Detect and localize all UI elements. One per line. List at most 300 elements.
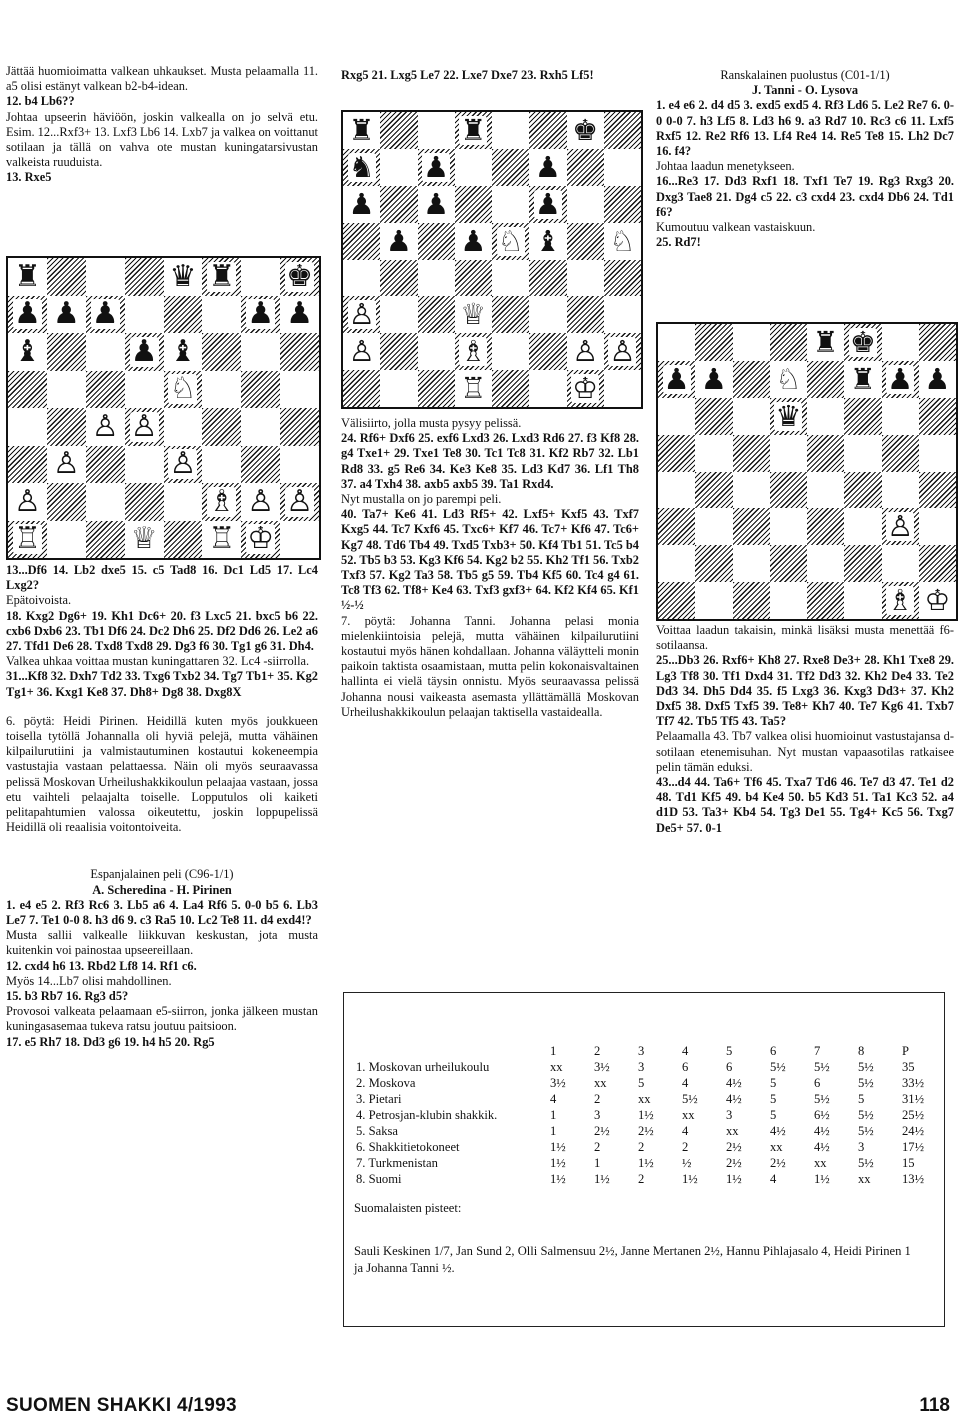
paragraph: 1. e4 e5 2. Rf3 Rc6 3. Lb5 a6 4. La4 Rf6 5. 0-0 b5 6. Lb3 Le7 7. Te1 0-0 8. h3 d6 9. c3 Ra5 10. Lc2 Te8 11. d4 exd4!? xyxy=(6,897,318,928)
board-square xyxy=(695,508,732,545)
board-square xyxy=(47,446,86,484)
score-cell: 2½ xyxy=(726,1155,742,1170)
board-square xyxy=(280,521,319,559)
board-square xyxy=(418,112,455,149)
board-square xyxy=(658,508,695,545)
board-square xyxy=(770,398,807,435)
score-cell: 5½ xyxy=(814,1091,830,1106)
board-square xyxy=(695,472,732,509)
score-cell: 15 xyxy=(902,1155,915,1170)
black-rook-icon: ♜ xyxy=(13,258,41,294)
white-knight-icon: ♘ xyxy=(497,223,524,258)
col3-game xyxy=(656,98,954,250)
board-square xyxy=(733,398,770,435)
board-square xyxy=(844,398,881,435)
board-square xyxy=(529,186,566,223)
paragraph: Pelaamalla 43. Tb7 valkea olisi huomioinut vastustajansa d-sotilaan etenemisuhan. Nyt mustan vapaasotilas ratkaisee pelin tämän eduksi. xyxy=(656,729,954,774)
paragraph: 13...Df6 14. Lb2 dxe5 15. c5 Tad8 16. Dc1 Ld5 17. Lc4 Lxg2? xyxy=(6,563,318,593)
board-square xyxy=(8,333,47,371)
black-queen-icon: ♛ xyxy=(775,398,802,433)
board-square xyxy=(455,149,492,186)
score-cell: 1½ xyxy=(638,1155,654,1170)
board-square xyxy=(164,408,203,446)
black-bishop-icon: ♝ xyxy=(169,333,197,369)
board-square xyxy=(604,112,641,149)
white-rook-icon: ♖ xyxy=(208,521,236,557)
board-square xyxy=(733,545,770,582)
paragraph: Myös 14...Lb7 olisi mahdollinen. xyxy=(6,973,172,988)
table-row xyxy=(354,1171,944,1187)
standings-header xyxy=(354,1043,944,1059)
score-cell: 6 xyxy=(682,1059,689,1074)
score-cell: xx xyxy=(638,1091,651,1106)
white-pawn-icon: ♙ xyxy=(609,334,636,369)
column-3 xyxy=(656,68,954,250)
score-cell: xx xyxy=(550,1059,563,1074)
column-2 xyxy=(341,68,639,83)
board-square xyxy=(86,521,125,559)
board-square xyxy=(844,361,881,398)
board-square xyxy=(695,398,732,435)
board-square xyxy=(86,371,125,409)
standings-box xyxy=(343,992,945,1327)
white-pawn-icon: ♙ xyxy=(130,408,158,444)
white-king-icon: ♔ xyxy=(247,521,275,557)
board-square xyxy=(882,398,919,435)
black-bishop-icon: ♝ xyxy=(534,223,561,258)
white-queen-icon: ♕ xyxy=(460,297,487,332)
board-square xyxy=(241,446,280,484)
board-square xyxy=(47,333,86,371)
paragraph: 43...d4 44. Ta6+ Tf6 45. Txa7 Td6 46. Te7 d3 47. Te1 d2 48. Td1 Kf5 49. b4 Ke4 50. b5 Kd3 51. Ta1 Kc3 52. a4 d1D 53. Ta3+ Kb4 54. Tg3 De1 55. Tg4+ Kc5 56. Txg7 De5+ 57. 0-1 xyxy=(656,775,954,835)
board-square xyxy=(47,483,86,521)
standings-column-header: 8 xyxy=(858,1043,865,1058)
board-square xyxy=(280,483,319,521)
white-pawn-icon: ♙ xyxy=(169,446,197,482)
score-cell: 4 xyxy=(550,1091,557,1106)
board-square xyxy=(241,333,280,371)
score-cell: 25½ xyxy=(902,1107,925,1122)
paragraph: 6. pöytä: Heidi Pirinen. Heidillä kuten myös joukkueen toisella tytöllä Johannalla oli hyviä pelejä, mutta vähäinen kilpailurutiini ja valmistautuminen kostautui kokeneempia vastustajia vastaan pelattaessa. Näin oli myös seuraavassa pelissä Moskovan Urheilushakkikoulun pelaajaa vastaan, jossa etu vaihteli pelaajalta toiselle. Lopputulos oli kaiketi pelitapahtumien valossa oikeutettu, joskin loppupelissä Heidillä oli reaalisia voitontoiveita. xyxy=(6,713,318,835)
board-square xyxy=(733,435,770,472)
score-cell: xx xyxy=(682,1107,695,1122)
paragraph: 31...Kf8 32. Dxh7 Td2 33. Txg6 Txb2 34. Tg7 Tb1+ 35. Kg2 Tg1+ 36. Kxg1 Ke8 37. Dh8+ Dg8 38. Dxg8X xyxy=(6,669,318,699)
score-cell: xx xyxy=(858,1171,871,1186)
board-square xyxy=(770,582,807,619)
score-cell: 1 xyxy=(550,1123,557,1138)
score-cell: 2 xyxy=(682,1139,689,1154)
score-cell: 3½ xyxy=(550,1075,566,1090)
score-cell: 1½ xyxy=(726,1171,742,1186)
board-square xyxy=(492,296,529,333)
score-cell: 3 xyxy=(594,1107,601,1122)
column-1 xyxy=(6,64,318,186)
table-row xyxy=(354,1075,944,1091)
board-square xyxy=(492,186,529,223)
score-cell: 2 xyxy=(638,1171,645,1186)
board-square xyxy=(86,446,125,484)
board-square xyxy=(455,260,492,297)
board-square xyxy=(8,258,47,296)
black-pawn-icon: ♟ xyxy=(348,186,375,221)
finns-title: Suomalaisten pisteet: xyxy=(354,1201,462,1215)
black-rook-icon: ♜ xyxy=(849,361,876,396)
white-pawn-icon: ♙ xyxy=(348,297,375,332)
score-cell: 1½ xyxy=(550,1139,566,1154)
board-square xyxy=(733,361,770,398)
board-square xyxy=(844,582,881,619)
board-square xyxy=(86,296,125,334)
board-square xyxy=(455,296,492,333)
score-cell: 6 xyxy=(726,1059,733,1074)
board-square xyxy=(418,370,455,407)
board-square xyxy=(733,508,770,545)
score-cell: 1½ xyxy=(682,1171,698,1186)
game-players-3: J. Tanni - O. Lysova xyxy=(751,83,859,98)
paragraph: Jättää huomioimatta valkean uhkaukset. Musta pelaamalla 11. a5 olisi estänyt valkean b2-b4-idean. xyxy=(6,64,318,94)
score-cell: 5 xyxy=(638,1075,645,1090)
score-cell: 4½ xyxy=(814,1139,830,1154)
board-square xyxy=(807,324,844,361)
board-square xyxy=(125,521,164,559)
black-knight-icon: ♞ xyxy=(348,149,375,184)
standings-column-header: 3 xyxy=(638,1043,645,1058)
column-3-lower xyxy=(656,623,954,836)
white-pawn-icon: ♙ xyxy=(13,483,41,519)
board-square xyxy=(844,508,881,545)
board-square xyxy=(529,260,566,297)
board-square xyxy=(380,112,417,149)
table-row xyxy=(354,1155,944,1171)
board-square xyxy=(695,324,732,361)
board-square xyxy=(807,361,844,398)
paragraph: Provosoi valkeata pelaamaan e5-siirron, jonka jälkeen mustan kuningasasemaa tukeva ratsu joutuu paitsioon. xyxy=(6,1004,318,1034)
board-square xyxy=(658,582,695,619)
black-pawn-icon: ♟ xyxy=(887,361,914,396)
score-cell: 5 xyxy=(770,1075,777,1090)
board-square xyxy=(47,408,86,446)
board-square xyxy=(919,324,956,361)
board-square xyxy=(8,483,47,521)
paragraph: 12. cxd4 h6 13. Rbd2 Lf8 14. Rf1 c6. xyxy=(6,958,197,973)
board-square xyxy=(492,149,529,186)
board-square xyxy=(529,333,566,370)
black-rook-icon: ♜ xyxy=(208,258,236,294)
finns-scores: Sauli Keskinen 1/7, Jan Sund 2, Olli Salmensuu 2½, Janne Mertanen 2½, Hannu Pihlajasalo 4, Heidi Pirinen 1 ja Johanna Tanni ½. xyxy=(354,1244,911,1275)
white-bishop-icon: ♗ xyxy=(208,483,236,519)
board-square xyxy=(241,483,280,521)
score-cell: 2 xyxy=(638,1139,645,1154)
board-square xyxy=(418,333,455,370)
board-square xyxy=(658,398,695,435)
paragraph: 17. e5 Rh7 18. Dd3 g6 19. h4 h5 20. Rg5 xyxy=(6,1034,215,1049)
board-square xyxy=(47,296,86,334)
white-queen-icon: ♕ xyxy=(130,521,158,557)
board-square xyxy=(125,408,164,446)
board-square xyxy=(47,371,86,409)
board-square xyxy=(202,408,241,446)
board-square xyxy=(529,370,566,407)
board-square xyxy=(770,472,807,509)
white-knight-icon: ♘ xyxy=(775,361,802,396)
board-square xyxy=(567,112,604,149)
board-square xyxy=(604,333,641,370)
paragraph: 25...Db3 26. Rxf6+ Kh8 27. Rxe8 De3+ 28. Kh1 Txe8 29. Lg3 Tf8 30. Tf1 Dxd4 31. Tf2 Dd3 32. Kh2 De4 33. Te2 Dd3 34. Dh5 Dd4 35. f5 Lxg3 36. Kxg3 Dd3+ 37. Kh2 Dxf5 38. Dxf5 Txf5 39. Te8+ Kh7 40. Te7 Kg6 41. Txb7 Tf7 42. Tb5 Tf5 43. Ta5? xyxy=(656,653,954,729)
board-square xyxy=(807,435,844,472)
footer-page-number: 118 xyxy=(919,1395,950,1416)
board-square xyxy=(164,296,203,334)
board-square xyxy=(380,296,417,333)
score-cell: 3 xyxy=(726,1107,733,1122)
white-pawn-icon: ♙ xyxy=(286,483,314,519)
board-square xyxy=(844,435,881,472)
paragraph: 15. b3 Rb7 16. Rg3 d5? xyxy=(6,989,129,1004)
score-cell: 1½ xyxy=(550,1171,566,1186)
team-name: 8. Suomi xyxy=(356,1171,402,1186)
board-square xyxy=(807,398,844,435)
score-cell: 1 xyxy=(550,1107,557,1122)
chess-diagram-1 xyxy=(6,256,321,560)
standings-column-header: 5 xyxy=(726,1043,733,1058)
board-square xyxy=(343,186,380,223)
board-square xyxy=(8,296,47,334)
board-square xyxy=(770,435,807,472)
score-cell: 5 xyxy=(770,1107,777,1122)
black-pawn-icon: ♟ xyxy=(423,186,450,221)
board-square xyxy=(695,435,732,472)
board-square xyxy=(280,371,319,409)
paragraph: 25. Rd7! xyxy=(656,235,701,250)
score-cell: 4½ xyxy=(814,1123,830,1138)
column-1-lower xyxy=(6,563,318,1050)
board-square xyxy=(125,446,164,484)
board-square xyxy=(733,472,770,509)
paragraph: 12. b4 Lb6?? xyxy=(6,94,75,109)
board-square xyxy=(343,296,380,333)
board-square xyxy=(8,371,47,409)
white-bishop-icon: ♗ xyxy=(887,583,914,618)
black-pawn-icon: ♟ xyxy=(91,296,119,332)
board-square xyxy=(844,324,881,361)
board-square xyxy=(343,370,380,407)
board-square xyxy=(47,521,86,559)
board-square xyxy=(882,508,919,545)
board-square xyxy=(770,324,807,361)
board-square xyxy=(919,545,956,582)
board-square xyxy=(343,333,380,370)
black-pawn-icon: ♟ xyxy=(286,296,314,332)
board-square xyxy=(418,149,455,186)
board-square xyxy=(529,149,566,186)
team-name: 1. Moskovan urheilukoulu xyxy=(356,1059,490,1074)
board-square xyxy=(343,260,380,297)
board-square xyxy=(658,435,695,472)
score-cell: 3 xyxy=(858,1139,865,1154)
score-cell: 4½ xyxy=(726,1091,742,1106)
table-row xyxy=(354,1107,944,1123)
score-cell: 4 xyxy=(682,1123,689,1138)
game-players-1: A. Scheredina - H. Pirinen xyxy=(92,882,232,897)
board-square xyxy=(807,472,844,509)
board-square xyxy=(125,296,164,334)
board-square xyxy=(8,446,47,484)
board-square xyxy=(202,521,241,559)
board-square xyxy=(919,582,956,619)
board-square xyxy=(380,370,417,407)
board-square xyxy=(604,296,641,333)
standings-column-header: 7 xyxy=(814,1043,821,1058)
paragraph: Kumoutuu valkean vastaiskuun. xyxy=(656,220,816,235)
team-name: 2. Moskova xyxy=(356,1075,416,1090)
board-square xyxy=(882,435,919,472)
white-pawn-icon: ♙ xyxy=(348,334,375,369)
team-name: 5. Saksa xyxy=(356,1123,398,1138)
paragraph: 18. Kxg2 Dg6+ 19. Kh1 Dc6+ 20. f3 Lxc5 21. bxc5 b6 22. cxb6 Dxb6 23. Tb1 Df6 24. Dc2 Dh6 25. Df2 Dd6 26. Le2 a6 27. Tfd1 De6 28. Txd8 Txd8 29. Dg3 f6 30. Tg1 g6 31. Dh4. xyxy=(6,608,318,654)
paragraph: Johtaa upseerin häviöön, joskin valkealla on jo selvä etu. Esim. 12...Rxf3+ 13. Lxf3 Lb6 14. Lxb7 ja valkea on voittanut sotilaan ja tällä on vahva ote mustan kuningatarsivustan valkeista ruuduista. xyxy=(6,109,318,170)
score-cell: 1½ xyxy=(814,1171,830,1186)
board-square xyxy=(733,582,770,619)
board-square xyxy=(567,370,604,407)
board-square xyxy=(455,186,492,223)
standings-column-header: 1 xyxy=(550,1043,557,1058)
score-cell: 4 xyxy=(682,1075,689,1090)
score-cell: 24½ xyxy=(902,1123,925,1138)
board-square xyxy=(202,371,241,409)
board-square xyxy=(567,223,604,260)
board-square xyxy=(202,296,241,334)
board-square xyxy=(567,260,604,297)
board-square xyxy=(567,296,604,333)
white-pawn-icon: ♙ xyxy=(887,509,914,544)
score-cell: 4½ xyxy=(726,1075,742,1090)
white-bishop-icon: ♗ xyxy=(460,334,487,369)
col2-after xyxy=(341,416,639,720)
standings-column-header: 4 xyxy=(682,1043,689,1058)
white-rook-icon: ♖ xyxy=(13,521,41,557)
black-bishop-icon: ♝ xyxy=(13,333,41,369)
board-square xyxy=(125,371,164,409)
board-square xyxy=(844,472,881,509)
board-square xyxy=(919,361,956,398)
paragraph: Rxg5 21. Lxg5 Le7 22. Lxe7 Dxe7 23. Rxh5 Lf5! xyxy=(341,68,594,82)
board-square xyxy=(86,258,125,296)
paragraph: Välisiirto, jolla musta pysyy pelissä. xyxy=(341,416,522,430)
board-square xyxy=(280,258,319,296)
board-square xyxy=(418,223,455,260)
board-square xyxy=(47,258,86,296)
board-square xyxy=(733,324,770,361)
black-pawn-icon: ♟ xyxy=(663,361,690,396)
board-square xyxy=(241,371,280,409)
score-cell: 33½ xyxy=(902,1075,925,1090)
board-square xyxy=(202,483,241,521)
board-square xyxy=(492,260,529,297)
table-row xyxy=(354,1059,944,1075)
score-cell: ½ xyxy=(682,1155,692,1170)
black-pawn-icon: ♟ xyxy=(534,149,561,184)
team-name: 6. Shakkitietokoneet xyxy=(356,1139,460,1154)
col1-section xyxy=(6,714,318,836)
score-cell: 17½ xyxy=(902,1139,925,1154)
score-cell: 35 xyxy=(902,1059,915,1074)
table-row xyxy=(354,1091,944,1107)
score-cell: 5½ xyxy=(858,1075,874,1090)
paragraph: 13. Rxe5 xyxy=(6,170,52,185)
score-cell: 1½ xyxy=(550,1155,566,1170)
team-name: 4. Petrosjan-klubin shakkik. xyxy=(356,1107,498,1122)
black-pawn-icon: ♟ xyxy=(423,149,450,184)
board-square xyxy=(455,333,492,370)
score-cell: 4½ xyxy=(770,1123,786,1138)
black-pawn-icon: ♟ xyxy=(247,296,275,332)
table-row xyxy=(354,1123,944,1139)
board-square xyxy=(919,435,956,472)
board-square xyxy=(455,223,492,260)
col1-after xyxy=(6,563,318,700)
team-name: 3. Pietari xyxy=(356,1091,402,1106)
white-pawn-icon: ♙ xyxy=(91,408,119,444)
paragraph: Valkea uhkaa voittaa mustan kuningattaren 32. Lc4 -siirrolla. xyxy=(6,654,310,669)
board-square xyxy=(658,324,695,361)
board-square xyxy=(343,149,380,186)
score-cell: 1 xyxy=(594,1155,601,1170)
score-cell: xx xyxy=(594,1075,607,1090)
board-square xyxy=(882,324,919,361)
board-square xyxy=(658,545,695,582)
chess-diagram-2 xyxy=(341,110,643,409)
board-square xyxy=(86,483,125,521)
board-square xyxy=(604,186,641,223)
black-rook-icon: ♜ xyxy=(460,112,487,147)
board-square xyxy=(125,483,164,521)
black-pawn-icon: ♟ xyxy=(700,361,727,396)
team-name: 7. Turkmenistan xyxy=(356,1155,438,1170)
board-square xyxy=(164,258,203,296)
white-rook-icon: ♖ xyxy=(460,371,487,406)
score-cell: 2½ xyxy=(594,1123,610,1138)
score-cell: 1½ xyxy=(594,1171,610,1186)
board-square xyxy=(125,258,164,296)
board-square xyxy=(492,223,529,260)
score-cell: 31½ xyxy=(902,1091,925,1106)
white-king-icon: ♔ xyxy=(924,583,951,618)
board-square xyxy=(770,508,807,545)
board-square xyxy=(202,333,241,371)
score-cell: 5½ xyxy=(858,1107,874,1122)
board-square xyxy=(770,361,807,398)
score-cell: 2 xyxy=(594,1139,601,1154)
board-square xyxy=(280,408,319,446)
score-cell: 5½ xyxy=(682,1091,698,1106)
board-square xyxy=(202,446,241,484)
white-pawn-icon: ♙ xyxy=(572,334,599,369)
black-rook-icon: ♜ xyxy=(812,324,839,359)
board-square xyxy=(8,521,47,559)
col1-game xyxy=(6,898,318,1050)
board-square xyxy=(164,483,203,521)
board-square xyxy=(604,370,641,407)
paragraph: 24. Rf6+ Dxf6 25. exf6 Lxd3 26. Lxd3 Rd6 27. f3 Kf8 28. g4 Txe1+ 29. Txe1 Te8 30. Tc1 Tc8 31. Kf2 Rb7 32. Lb1 Rd8 33. g5 Re6 34. Ke3 Ke8 35. Ld3 Kd7 36. Lf1 Th8 37. a4 Txh4 38. axb5 axb5 39. Ta1 Rxd4. xyxy=(341,431,639,491)
paragraph: Johtaa laadun menetykseen. xyxy=(656,159,795,174)
white-pawn-icon: ♙ xyxy=(247,483,275,519)
score-cell: 5½ xyxy=(770,1059,786,1074)
board-square xyxy=(241,521,280,559)
board-square xyxy=(882,472,919,509)
board-square xyxy=(343,223,380,260)
score-cell: xx xyxy=(770,1139,783,1154)
score-cell: 4 xyxy=(770,1171,777,1186)
black-rook-icon: ♜ xyxy=(348,112,375,147)
